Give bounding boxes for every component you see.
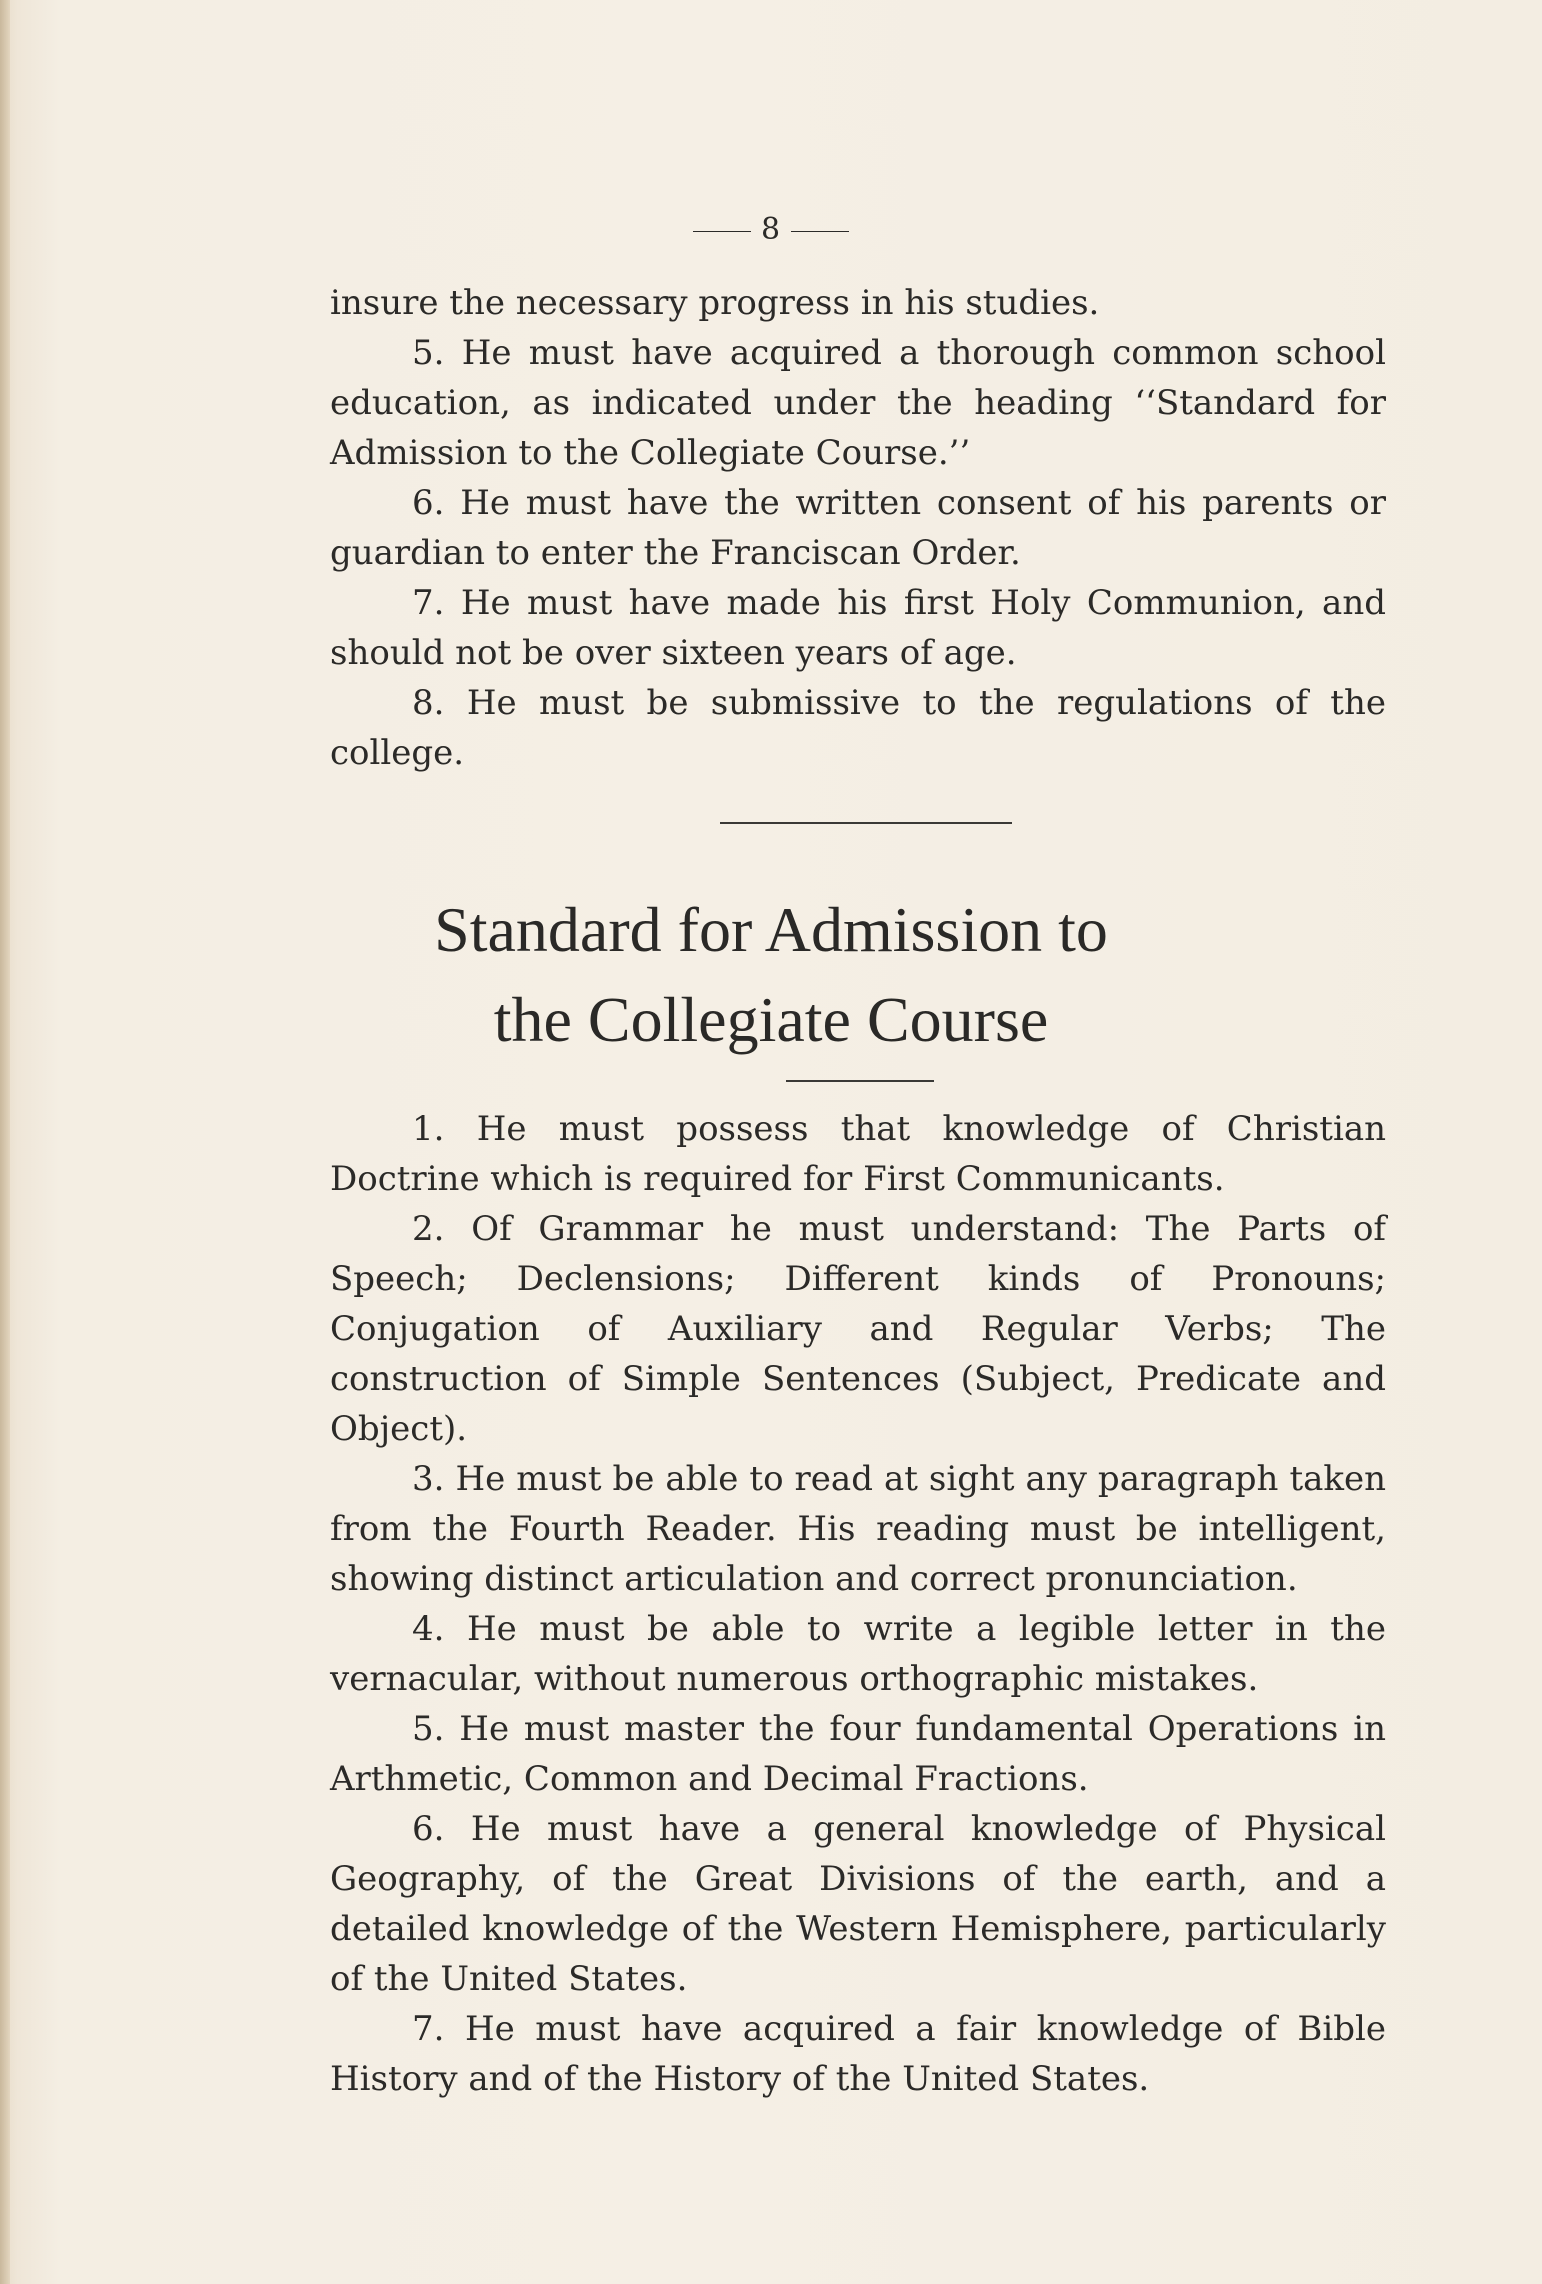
item-number: 2. [412,1209,445,1249]
standard-item-6 [330,1804,1386,2004]
admission-standards-list [330,1104,1386,2104]
item-text: He must have acquired a thorough common school education, as indicated under the heading ‘‘Standard for Admission to the Collegiate Course.’’ [330,333,1386,473]
item-number: 8. [412,683,445,723]
item-text: He must be able to read at sight any paragraph taken from the Fourth Reader. His reading must be intelligent, showing distinct articulation and correct pronunciation. [330,1459,1387,1599]
requirement-item-8 [330,678,1386,778]
standard-item-1 [330,1104,1386,1204]
requirement-item-6 [330,478,1386,578]
item-number: 7. [412,2009,445,2049]
section-heading [0,885,1542,1065]
standard-item-7 [330,2004,1386,2104]
item-text: He must have made his first Holy Communion, and should not be over sixteen years of age. [330,583,1386,673]
item-text: He must have a general knowledge of Physical Geography, of the Great Divisions of the earth, and a detailed knowledge of the Western Hemisphere, particularly of the United States. [330,1809,1386,1999]
page-number [0,212,1542,247]
page-number-dash-left [693,231,751,232]
section-divider-rule [720,822,1012,824]
item-text: He must possess that knowledge of Christian Doctrine which is required for First Communicants. [330,1109,1386,1199]
section-heading-line-2: the Collegiate Course [493,984,1049,1055]
item-number: 6. [412,483,445,523]
item-number: 3. [412,1459,445,1499]
item-number: 1. [412,1109,445,1149]
requirement-item-5 [330,328,1386,478]
page-number-value: 8 [760,212,782,247]
standard-item-3 [330,1454,1386,1604]
standard-item-2 [330,1204,1386,1454]
continuation-line: insure the necessary progress in his studies. [330,283,1100,323]
item-text: He must have the written consent of his parents or guardian to enter the Franciscan Order. [330,483,1386,573]
page-spine-edge [0,0,10,2284]
item-number: 7. [412,583,445,623]
requirements-continued [330,278,1386,778]
item-text: He must have acquired a fair knowledge of Bible History and of the History of the United States. [330,2009,1387,2099]
item-text: Of Grammar he must understand: The Parts of Speech; Declensions; Different kinds of Pronouns; Conjugation of Auxiliary and Regular Verbs; The construction of Simple Sentences (Subject, Predicate and Object). [330,1209,1386,1449]
item-number: 6. [412,1809,445,1849]
requirement-item-7 [330,578,1386,678]
item-number: 5. [412,1709,445,1749]
item-text: He must be able to write a legible letter in the vernacular, without numerous orthographic mistakes. [330,1609,1386,1699]
page-number-dash-right [791,231,849,232]
item-number: 5. [412,333,445,373]
standard-item-4 [330,1604,1386,1704]
item-number: 4. [412,1609,445,1649]
item-text: He must master the four fundamental Operations in Arthmetic, Common and Decimal Fractions. [330,1709,1386,1799]
heading-underline-rule [786,1080,934,1082]
section-heading-line-1: Standard for Admission to [434,894,1108,965]
standard-item-5 [330,1704,1386,1804]
item-text: He must be submissive to the regulations of the college. [330,683,1386,773]
